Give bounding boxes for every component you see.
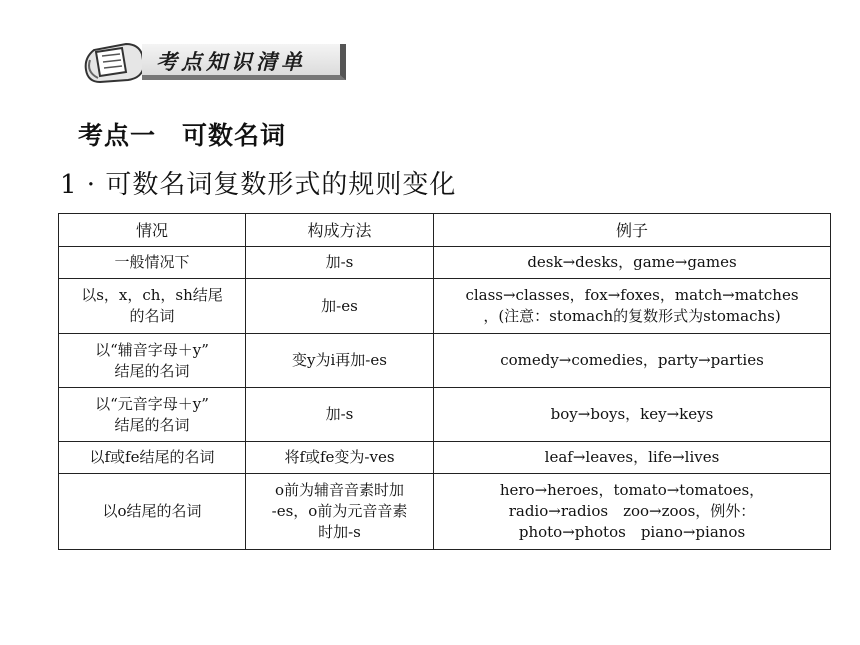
table-row xyxy=(59,334,831,388)
cell-line: leaf→leaves，life→lives xyxy=(544,448,720,466)
section-subheading: 1 · 可数名词复数形式的规则变化 xyxy=(60,170,457,200)
table-row xyxy=(59,247,831,279)
cell-line: 一般情况下 xyxy=(114,253,190,271)
plural-rules-table xyxy=(58,213,831,550)
situation-cell xyxy=(59,279,246,334)
examples-cell xyxy=(434,388,831,442)
table-row xyxy=(59,442,831,474)
method-cell xyxy=(246,474,434,550)
situation-cell xyxy=(59,334,246,388)
cell-line: 时加-s xyxy=(318,523,361,541)
cell-line: 以o结尾的名词 xyxy=(102,502,202,520)
table-row xyxy=(59,388,831,442)
situation-cell xyxy=(59,247,246,279)
cell-line: class→classes，fox→foxes，match→matches xyxy=(465,286,799,304)
examples-cell xyxy=(434,279,831,334)
situation-cell xyxy=(59,442,246,474)
banner-title: 考点知识清单 xyxy=(156,50,306,74)
cell-line: 以f或fe结尾的名词 xyxy=(89,448,215,466)
cell-line: -es，o前为元音音素 xyxy=(271,502,408,520)
column-header-situation: 情况 xyxy=(59,214,246,247)
cell-line: boy→boys，key→keys xyxy=(550,405,714,423)
table-header-row xyxy=(59,214,831,247)
method-cell xyxy=(246,334,434,388)
cell-line: o前为辅音音素时加 xyxy=(274,481,405,499)
cell-line: radio→radios zoo→zoos，例外： xyxy=(508,502,756,520)
cell-line: 结尾的名词 xyxy=(114,361,190,380)
cell-line: desk→desks，game→games xyxy=(527,253,737,271)
cell-line: 加-s xyxy=(325,405,354,423)
cell-line: 加-s xyxy=(325,253,354,271)
cell-line: comedy→comedies，party→parties xyxy=(500,351,764,369)
table-row xyxy=(59,474,831,550)
cell-line: hero→heroes，tomato→tomatoes， xyxy=(499,481,765,499)
situation-cell xyxy=(59,388,246,442)
table-row xyxy=(59,279,831,334)
cell-line: 以“元音字母＋y” xyxy=(95,394,209,413)
examples-cell xyxy=(434,442,831,474)
cell-line: 以“辅音字母＋y” xyxy=(95,340,209,359)
examples-cell xyxy=(434,334,831,388)
cell-line: 的名词 xyxy=(129,307,175,325)
section-banner xyxy=(82,36,354,86)
cell-line: 将f或fe变为-ves xyxy=(284,448,395,466)
method-cell xyxy=(246,247,434,279)
folder-icon xyxy=(82,36,148,86)
cell-line: photo→photos piano→pianos xyxy=(518,523,746,541)
cell-line: 变y为i再加-es xyxy=(292,351,387,369)
section-heading: 考点一 可数名词 xyxy=(78,121,287,150)
cell-line: 结尾的名词 xyxy=(114,415,190,434)
column-header-method: 构成方法 xyxy=(246,214,434,247)
examples-cell xyxy=(434,247,831,279)
method-cell xyxy=(246,442,434,474)
cell-line: 加-es xyxy=(321,296,358,315)
cell-line: 以s，x，ch，sh结尾 xyxy=(81,286,223,304)
column-header-examples: 例子 xyxy=(434,214,831,247)
method-cell xyxy=(246,388,434,442)
cell-line: ，(注意：stomach的复数形式为stomachs) xyxy=(483,307,781,325)
examples-cell xyxy=(434,474,831,550)
situation-cell xyxy=(59,474,246,550)
method-cell xyxy=(246,279,434,334)
